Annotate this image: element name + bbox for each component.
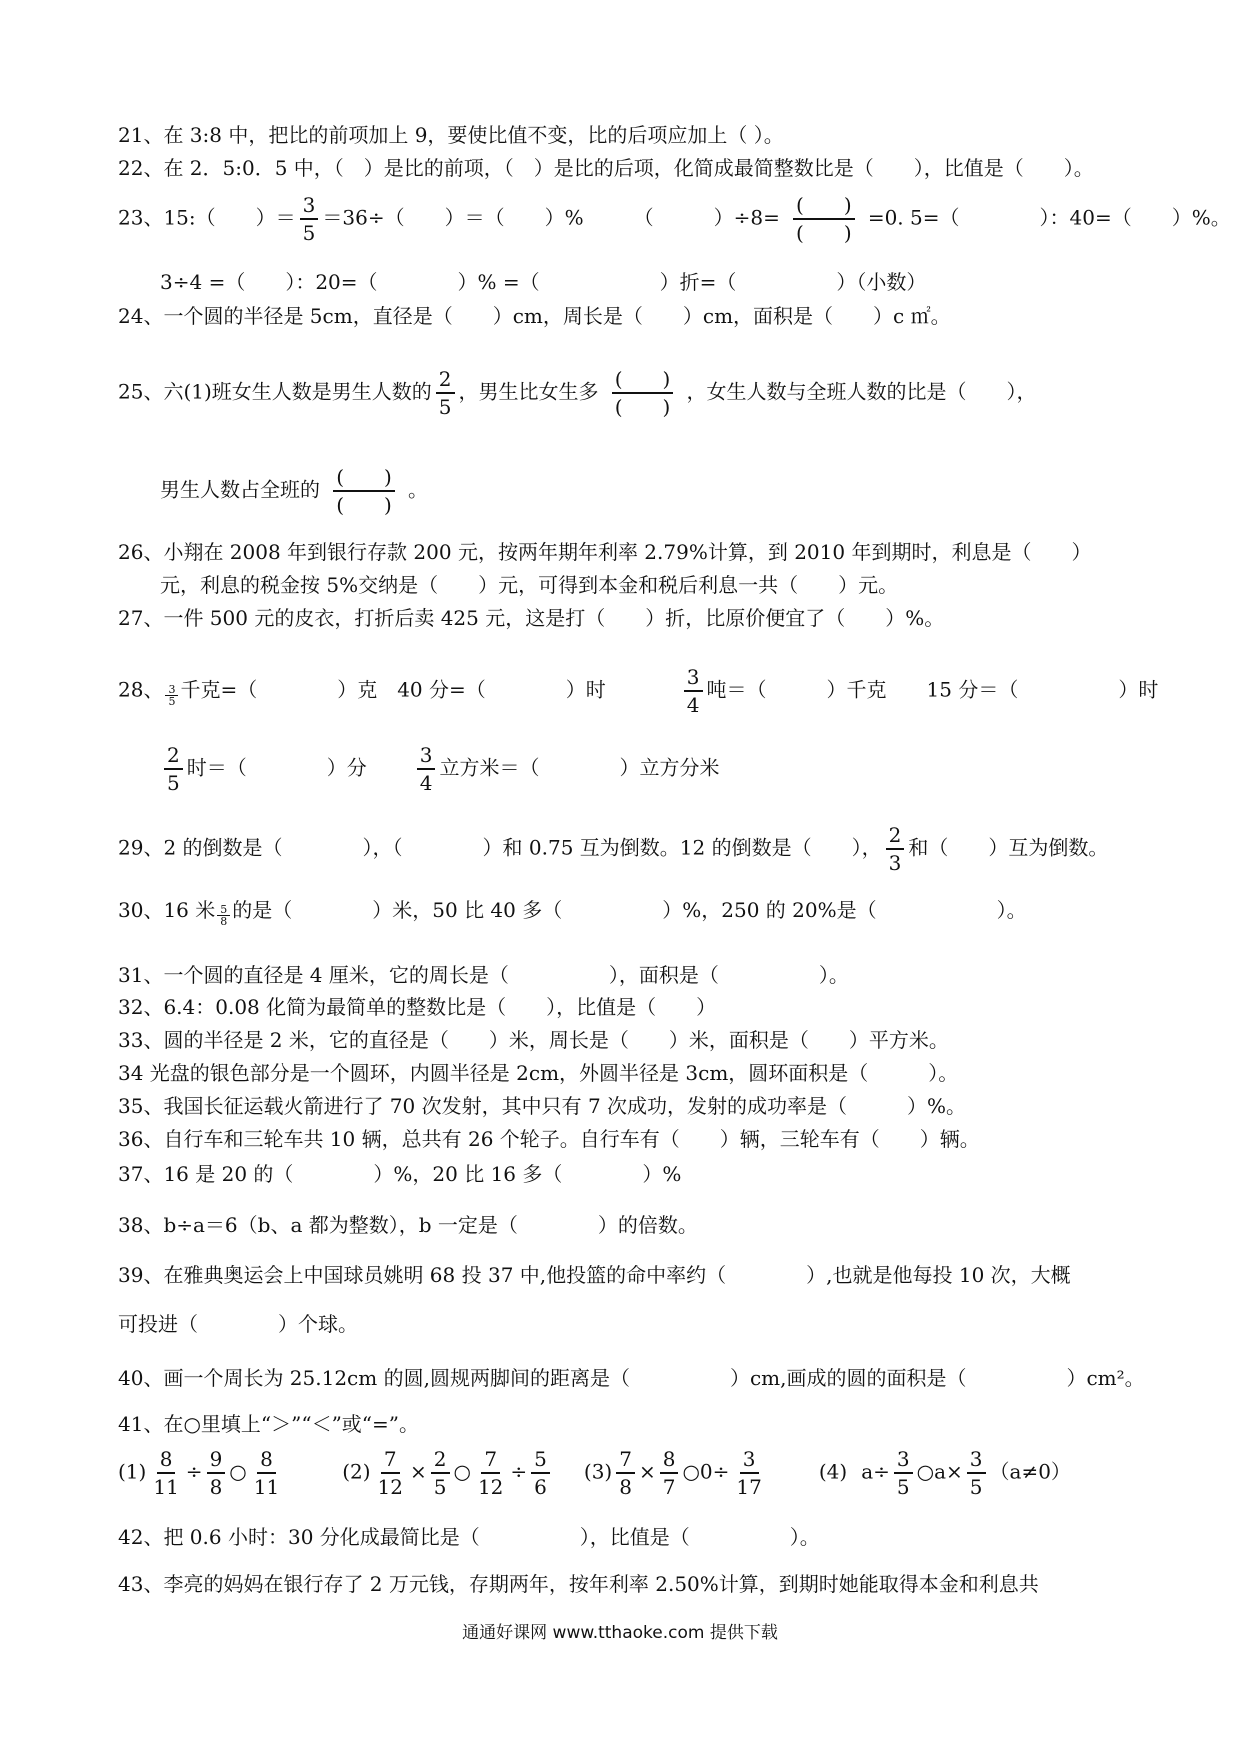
- question-23-part-b: 3÷4 =（ ）：20=（ ）% =（ ）折=（ ）（小数）: [160, 270, 927, 294]
- fraction-blank: $\frac{( )}{( )}$: [324, 464, 404, 518]
- compare-circle: ○a×: [916, 1459, 963, 1484]
- question-41: 41、在○里填上“＞”“＜”或“=”。: [118, 1412, 420, 1436]
- fraction: $\frac{3}{5}$: [967, 1446, 986, 1500]
- question-25-part-b: 男生人数占全班的 $\frac{( )}{( )}$ 。: [160, 465, 428, 517]
- question-39: 39、在雅典奥运会上中国球员姚明 68 投 37 中,他投篮的命中率约（ ）,也就是他每投 10 次，大概: [118, 1263, 1071, 1287]
- question-39-part-b: 可投进（ ）个球。: [118, 1312, 358, 1336]
- question-35: 35、我国长征运载火箭进行了 70 次发射，其中只有 7 次成功，发射的成功率是（ ）%。: [118, 1094, 967, 1118]
- fraction: $\frac{5}{8}$: [217, 904, 230, 927]
- fraction: $\frac{3}{4}$: [417, 742, 436, 796]
- question-31: 31、一个圆的直径是 4 厘米，它的周长是（ ），面积是（ ）。: [118, 963, 849, 987]
- fraction: $\frac{7}{12}$: [477, 1447, 504, 1499]
- fraction: $\frac{8}{11}$: [153, 1447, 179, 1499]
- question-34: 34 光盘的银色部分是一个圆环，内圆半径是 2cm，外圆半径是 3cm，圆环面积是（ ）。: [118, 1061, 959, 1085]
- question-40: 40、画一个周长为 25.12cm 的圆,圆规两脚间的距离是（ ）cm,画成的圆的面积是（ ）cm²。: [118, 1366, 1145, 1390]
- question-22: 22、在 2．5:0．5 中，（ ）是比的前项，（ ）是比的后项，化简成最简整数比是（ ），比值是（ ）。: [118, 156, 1094, 180]
- question-27: 27、一件 500 元的皮衣，打折后卖 425 元，这是打（ ）折，比原价便宜了（ ）%。: [118, 606, 945, 630]
- question-32: 32、6.4：0.08 化简为最简单的整数比是（ ），比值是（ ）: [118, 995, 717, 1019]
- question-43: 43、李亮的妈妈在银行存了 2 万元钱，存期两年，按年利率 2.50%计算，到期时她能取得本金和利息共: [118, 1572, 1039, 1596]
- fraction: $\frac{7}{8}$: [616, 1446, 635, 1500]
- question-24: 24、一个圆的半径是 5cm，直径是（ ）cm，周长是（ ）cm，面积是（ ）c ㎡。: [118, 304, 951, 328]
- fraction: $\frac{8}{7}$: [660, 1446, 679, 1500]
- fraction: $\frac{7}{12}$: [377, 1447, 403, 1499]
- compare-circle: ○: [229, 1459, 247, 1484]
- question-37: 37、16 是 20 的（ ）%，20 比 16 多（ ）%: [118, 1162, 682, 1186]
- fraction-blank: $\frac{( )}{( )}$: [784, 192, 864, 246]
- fraction: $\frac{3}{5}$: [300, 192, 319, 246]
- fraction: $\frac{9}{8}$: [207, 1446, 226, 1500]
- fraction-blank: $\frac{( )}{( )}$: [603, 366, 683, 420]
- question-23: 23、15:（ ）＝ $\frac{3}{5}$ ＝36÷（ ）＝（ ）% （ ）÷8= $\frac{( )}{( )}$ =0. 5=（ ）：40=（ ）%。: [118, 193, 1231, 245]
- question-30: 30、16 米 $\frac{5}{8}$ 的是（ ）米，50 比 40 多（ ）%，250 的 20%是（ ）。: [118, 898, 1027, 928]
- fraction: $\frac{2}{5}$: [431, 1446, 450, 1500]
- question-38: 38、b÷a＝6（b、a 都为整数），b 一定是（ ）的倍数。: [118, 1213, 698, 1237]
- fraction: $\frac{2}{5}$: [436, 366, 455, 420]
- fraction: $\frac{5}{6}$: [531, 1446, 550, 1500]
- fraction: $\frac{2}{5}$: [164, 742, 183, 796]
- fraction: $\frac{3}{17}$: [736, 1447, 762, 1499]
- fraction: $\frac{2}{3}$: [886, 822, 905, 876]
- compare-circle: ○0÷: [682, 1459, 730, 1484]
- question-28: 28、 $\frac{3}{5}$ 千克=（ ）克 40 分=（ ）时 $\frac{3}{4}$ 吨＝（ ）千克 15 分＝（ ）时: [118, 665, 1159, 717]
- fraction: $\frac{3}{5}$: [894, 1446, 913, 1500]
- question-28-part-b: $\frac{2}{5}$ 时＝（ ）分 $\frac{3}{4}$ 立方米＝（ ）立方分米: [160, 742, 719, 796]
- question-26: 26、小翔在 2008 年到银行存款 200 元，按两年期年利率 2.79%计算，到 2010 年到期时，利息是（ ）: [118, 540, 1092, 564]
- fraction: $\frac{8}{11}$: [253, 1447, 280, 1499]
- fraction: $\frac{3}{4}$: [684, 664, 703, 718]
- page-footer: 通通好课网 www.tthaoke.com 提供下载: [462, 1623, 778, 1643]
- fraction: $\frac{3}{5}$: [165, 684, 178, 707]
- compare-circle: ○: [453, 1459, 471, 1484]
- question-21: 21、在 3:8 中，把比的前项加上 9，要使比值不变，比的后项应加上（ ）。: [118, 123, 784, 147]
- question-42: 42、把 0.6 小时：30 分化成最简比是（ ），比值是（ ）。: [118, 1525, 820, 1549]
- question-41-comparisons: (1) $\frac{8}{11}$ ÷ $\frac{9}{8}$ ○ $\frac{8}{11}$ (2) $\frac{7}{12}$ × $\frac{2}{5}$ ○ $\frac{7}{12}$ ÷ $\frac{5}{6}$ (3) $\frac{7}{8}$ × $\frac{8}{7}$ ○0÷ $\frac{3}{17}$ (4) a÷ $\frac{3}{5}$ ○a× $\frac{3}{5}$ （a≠0）: [118, 1447, 1071, 1499]
- question-33: 33、圆的半径是 2 米，它的直径是（ ）米，周长是（ ）米，面积是（ ）平方米。: [118, 1028, 949, 1052]
- question-36: 36、自行车和三轮车共 10 辆，总共有 26 个轮子。自行车有（ ）辆，三轮车有（ ）辆。: [118, 1127, 980, 1151]
- question-26-part-b: 元，利息的税金按 5%交纳是（ ）元，可得到本金和税后利息一共（ ）元。: [160, 573, 899, 597]
- question-25: 25、六(1)班女生人数是男生人数的 $\frac{2}{5}$ ，男生比女生多 $\frac{( )}{( )}$ ，女生人数与全班人数的比是（ ），: [118, 367, 1037, 419]
- question-29: 29、2 的倒数是（ ），（ ）和 0.75 互为倒数。12 的倒数是（ ）， $\frac{2}{3}$ 和（ ）互为倒数。: [118, 823, 1109, 875]
